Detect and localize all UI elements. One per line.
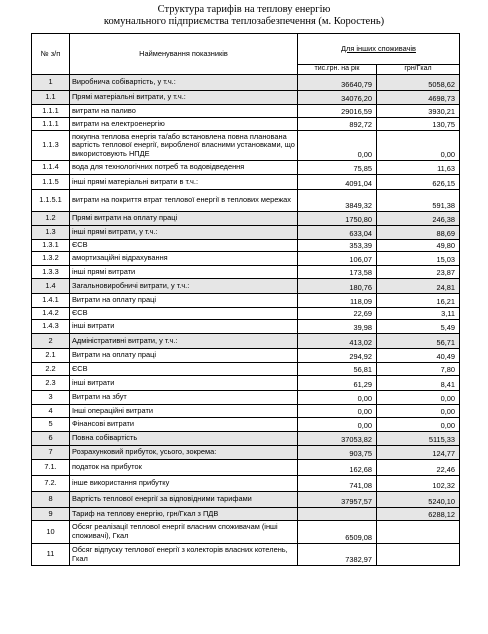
row-number: 9 bbox=[32, 508, 70, 521]
table-row bbox=[32, 252, 460, 266]
table-row bbox=[32, 320, 460, 334]
table-row bbox=[32, 212, 460, 226]
row-indicator-name: покупна теплова енергія та/або встановлена повна планована вартість теплової енергії, виробленої власними установками, що використовують НПДЕ bbox=[70, 131, 298, 161]
row-value-uah-per-gcal: 16,21 bbox=[377, 294, 460, 308]
table-row bbox=[32, 460, 460, 476]
row-value-thousand-uah: 892,72 bbox=[298, 118, 377, 131]
row-number: 3 bbox=[32, 391, 70, 405]
row-indicator-name: ЄСВ bbox=[70, 363, 298, 376]
table-row bbox=[32, 363, 460, 376]
row-value-uah-per-gcal: 49,80 bbox=[377, 240, 460, 252]
row-number: 1.3.3 bbox=[32, 266, 70, 279]
row-indicator-name: Витрати на збут bbox=[70, 391, 298, 405]
row-indicator-name: Прямі матеріальні витрати, у т.ч.: bbox=[70, 91, 298, 105]
row-indicator-name: інші прямі матеріальні витрати в т.ч.: bbox=[70, 175, 298, 190]
row-indicator-name: амортизаційні відрахування bbox=[70, 252, 298, 266]
row-indicator-name: інші витрати bbox=[70, 376, 298, 391]
row-number: 2.3 bbox=[32, 376, 70, 391]
page-title-line-1: Структура тарифів на теплову енергію bbox=[157, 4, 331, 15]
row-value-uah-per-gcal bbox=[377, 544, 460, 566]
row-value-thousand-uah: 6509,08 bbox=[298, 521, 377, 544]
row-value-uah-per-gcal: 3930,21 bbox=[377, 105, 460, 118]
row-indicator-name: витрати на електроенергію bbox=[70, 118, 298, 131]
row-value-uah-per-gcal: 5115,33 bbox=[377, 432, 460, 446]
row-value-thousand-uah: 0,00 bbox=[298, 418, 377, 432]
row-value-uah-per-gcal: 8,41 bbox=[377, 376, 460, 391]
row-number: 1.3.2 bbox=[32, 252, 70, 266]
row-value-uah-per-gcal: 11,63 bbox=[377, 161, 460, 175]
row-value-uah-per-gcal: 0,00 bbox=[377, 131, 460, 161]
row-value-thousand-uah: 173,58 bbox=[298, 266, 377, 279]
row-number: 1.1.4 bbox=[32, 161, 70, 175]
row-number: 6 bbox=[32, 432, 70, 446]
row-value-thousand-uah: 353,39 bbox=[298, 240, 377, 252]
row-number: 8 bbox=[32, 492, 70, 508]
header-unit-uah-per-gcal: грн/Гкал bbox=[377, 65, 460, 75]
row-number: 11 bbox=[32, 544, 70, 566]
row-value-uah-per-gcal: 0,00 bbox=[377, 391, 460, 405]
table-row bbox=[32, 376, 460, 391]
row-number: 2.1 bbox=[32, 349, 70, 363]
row-value-thousand-uah: 37053,82 bbox=[298, 432, 377, 446]
row-value-thousand-uah: 56,81 bbox=[298, 363, 377, 376]
row-value-thousand-uah: 118,09 bbox=[298, 294, 377, 308]
table-row bbox=[32, 118, 460, 131]
row-value-thousand-uah: 75,85 bbox=[298, 161, 377, 175]
row-value-thousand-uah: 294,92 bbox=[298, 349, 377, 363]
row-number: 1.1 bbox=[32, 91, 70, 105]
row-number: 7.1. bbox=[32, 460, 70, 476]
row-value-uah-per-gcal: 626,15 bbox=[377, 175, 460, 190]
table-row bbox=[32, 391, 460, 405]
table-row bbox=[32, 240, 460, 252]
header-name: Найменування показників bbox=[70, 34, 298, 75]
row-indicator-name: Витрати на оплату праці bbox=[70, 349, 298, 363]
row-indicator-name: витрати на паливо bbox=[70, 105, 298, 118]
row-number: 2.2 bbox=[32, 363, 70, 376]
table-row bbox=[32, 418, 460, 432]
row-indicator-name: Адміністративні витрати, у т.ч.: bbox=[70, 334, 298, 349]
row-value-thousand-uah: 4091,04 bbox=[298, 175, 377, 190]
row-value-thousand-uah: 29016,59 bbox=[298, 105, 377, 118]
row-number: 1.4 bbox=[32, 279, 70, 294]
row-indicator-name: Витрати на оплату праці bbox=[70, 294, 298, 308]
row-number: 1 bbox=[32, 75, 70, 91]
row-value-thousand-uah: 0,00 bbox=[298, 391, 377, 405]
table-row bbox=[32, 405, 460, 418]
row-value-thousand-uah: 0,00 bbox=[298, 405, 377, 418]
row-value-uah-per-gcal: 6288,12 bbox=[377, 508, 460, 521]
table-row bbox=[32, 476, 460, 492]
table-row bbox=[32, 508, 460, 521]
row-value-uah-per-gcal: 4698,73 bbox=[377, 91, 460, 105]
row-value-thousand-uah: 34076,20 bbox=[298, 91, 377, 105]
row-number: 1.4.2 bbox=[32, 308, 70, 320]
row-value-thousand-uah: 3849,32 bbox=[298, 190, 377, 212]
row-number: 1.1.5 bbox=[32, 175, 70, 190]
row-value-thousand-uah: 22,69 bbox=[298, 308, 377, 320]
row-number: 1.1.1 bbox=[32, 118, 70, 131]
row-value-thousand-uah: 36640,79 bbox=[298, 75, 377, 91]
row-value-uah-per-gcal: 3,11 bbox=[377, 308, 460, 320]
row-value-uah-per-gcal: 5240,10 bbox=[377, 492, 460, 508]
row-value-thousand-uah: 741,08 bbox=[298, 476, 377, 492]
row-value-uah-per-gcal: 102,32 bbox=[377, 476, 460, 492]
row-value-thousand-uah: 106,07 bbox=[298, 252, 377, 266]
header-unit-thousand-uah: тис.грн. на рік bbox=[298, 65, 377, 75]
row-number: 7 bbox=[32, 446, 70, 460]
row-value-uah-per-gcal bbox=[377, 521, 460, 544]
row-value-uah-per-gcal: 7,80 bbox=[377, 363, 460, 376]
row-value-thousand-uah: 1750,80 bbox=[298, 212, 377, 226]
row-number: 1.3 bbox=[32, 226, 70, 240]
row-indicator-name: інші прямі витрати bbox=[70, 266, 298, 279]
row-value-uah-per-gcal: 5058,62 bbox=[377, 75, 460, 91]
header-num: № з/п bbox=[32, 34, 70, 75]
table-row bbox=[32, 334, 460, 349]
header-group: Для інших споживачів bbox=[298, 34, 460, 65]
row-indicator-name: інші прямі витрати, у т.ч.: bbox=[70, 226, 298, 240]
row-indicator-name: Фінансові витрати bbox=[70, 418, 298, 432]
table-row bbox=[32, 279, 460, 294]
page-title-line-2: комунального підприємства теплозабезпечення (м. Коростень) bbox=[103, 16, 385, 27]
row-value-uah-per-gcal: 23,87 bbox=[377, 266, 460, 279]
row-number: 1.4.3 bbox=[32, 320, 70, 334]
row-indicator-name: податок на прибуток bbox=[70, 460, 298, 476]
row-value-uah-per-gcal: 24,81 bbox=[377, 279, 460, 294]
table-row bbox=[32, 105, 460, 118]
row-value-thousand-uah: 39,98 bbox=[298, 320, 377, 334]
row-value-uah-per-gcal: 591,38 bbox=[377, 190, 460, 212]
row-number: 5 bbox=[32, 418, 70, 432]
row-value-uah-per-gcal: 40,49 bbox=[377, 349, 460, 363]
table-row bbox=[32, 492, 460, 508]
row-number: 1.1.5.1 bbox=[32, 190, 70, 212]
table-header-row bbox=[32, 34, 460, 65]
row-indicator-name: Загальновиробничі витрати, у т.ч.: bbox=[70, 279, 298, 294]
row-indicator-name: інші витрати bbox=[70, 320, 298, 334]
tariff-structure-table bbox=[31, 33, 460, 566]
row-indicator-name: Розрахунковий прибуток, усього, зокрема: bbox=[70, 446, 298, 460]
row-value-thousand-uah: 37957,57 bbox=[298, 492, 377, 508]
table-row bbox=[32, 175, 460, 190]
table-row bbox=[32, 226, 460, 240]
table-row bbox=[32, 308, 460, 320]
table-row bbox=[32, 75, 460, 91]
row-value-uah-per-gcal: 130,75 bbox=[377, 118, 460, 131]
row-value-uah-per-gcal: 0,00 bbox=[377, 405, 460, 418]
row-number: 1.1.1 bbox=[32, 105, 70, 118]
row-indicator-name: Прямі витрати на оплату праці bbox=[70, 212, 298, 226]
table-row bbox=[32, 190, 460, 212]
row-number: 1.4.1 bbox=[32, 294, 70, 308]
row-indicator-name: Інші операційні витрати bbox=[70, 405, 298, 418]
row-indicator-name: Вартість теплової енергії за відповідними тарифами bbox=[70, 492, 298, 508]
table-row bbox=[32, 131, 460, 161]
row-value-uah-per-gcal: 22,46 bbox=[377, 460, 460, 476]
row-indicator-name: ЄСВ bbox=[70, 308, 298, 320]
table-row bbox=[32, 161, 460, 175]
row-value-thousand-uah: 633,04 bbox=[298, 226, 377, 240]
row-value-thousand-uah: 180,76 bbox=[298, 279, 377, 294]
row-indicator-name: витрати на покриття втрат теплової енергії в теплових мережах bbox=[70, 190, 298, 212]
row-value-uah-per-gcal: 56,71 bbox=[377, 334, 460, 349]
row-indicator-name: Виробнича собівартість, у т.ч.: bbox=[70, 75, 298, 91]
row-number: 10 bbox=[32, 521, 70, 544]
row-value-thousand-uah: 61,29 bbox=[298, 376, 377, 391]
table-row bbox=[32, 521, 460, 544]
table-row bbox=[32, 446, 460, 460]
row-indicator-name: Обсяг відпуску теплової енергії з колекторів власних котелень, Гкал bbox=[70, 544, 298, 566]
row-value-uah-per-gcal: 15,03 bbox=[377, 252, 460, 266]
row-value-thousand-uah: 903,75 bbox=[298, 446, 377, 460]
table-row bbox=[32, 266, 460, 279]
row-indicator-name: інше використання прибутку bbox=[70, 476, 298, 492]
row-number: 2 bbox=[32, 334, 70, 349]
row-indicator-name: вода для технологічних потреб та водовідведення bbox=[70, 161, 298, 175]
table-row bbox=[32, 349, 460, 363]
row-indicator-name: Тариф на теплову енергію, грн/Гкал з ПДВ bbox=[70, 508, 298, 521]
row-value-uah-per-gcal: 88,69 bbox=[377, 226, 460, 240]
row-value-uah-per-gcal: 0,00 bbox=[377, 418, 460, 432]
row-number: 1.1.3 bbox=[32, 131, 70, 161]
row-indicator-name: ЄСВ bbox=[70, 240, 298, 252]
row-number: 1.2 bbox=[32, 212, 70, 226]
table-row bbox=[32, 432, 460, 446]
table-row bbox=[32, 91, 460, 105]
row-number: 7.2. bbox=[32, 476, 70, 492]
row-number: 4 bbox=[32, 405, 70, 418]
row-value-thousand-uah bbox=[298, 508, 377, 521]
row-indicator-name: Повна собівартість bbox=[70, 432, 298, 446]
table-row bbox=[32, 544, 460, 566]
row-value-thousand-uah: 413,02 bbox=[298, 334, 377, 349]
row-value-thousand-uah: 7382,97 bbox=[298, 544, 377, 566]
row-value-uah-per-gcal: 124,77 bbox=[377, 446, 460, 460]
row-value-thousand-uah: 0,00 bbox=[298, 131, 377, 161]
row-number: 1.3.1 bbox=[32, 240, 70, 252]
row-indicator-name: Обсяг реалізації теплової енергії власним споживачам (інші споживачі), Гкал bbox=[70, 521, 298, 544]
row-value-thousand-uah: 162,68 bbox=[298, 460, 377, 476]
row-value-uah-per-gcal: 246,38 bbox=[377, 212, 460, 226]
table-row bbox=[32, 294, 460, 308]
row-value-uah-per-gcal: 5,49 bbox=[377, 320, 460, 334]
